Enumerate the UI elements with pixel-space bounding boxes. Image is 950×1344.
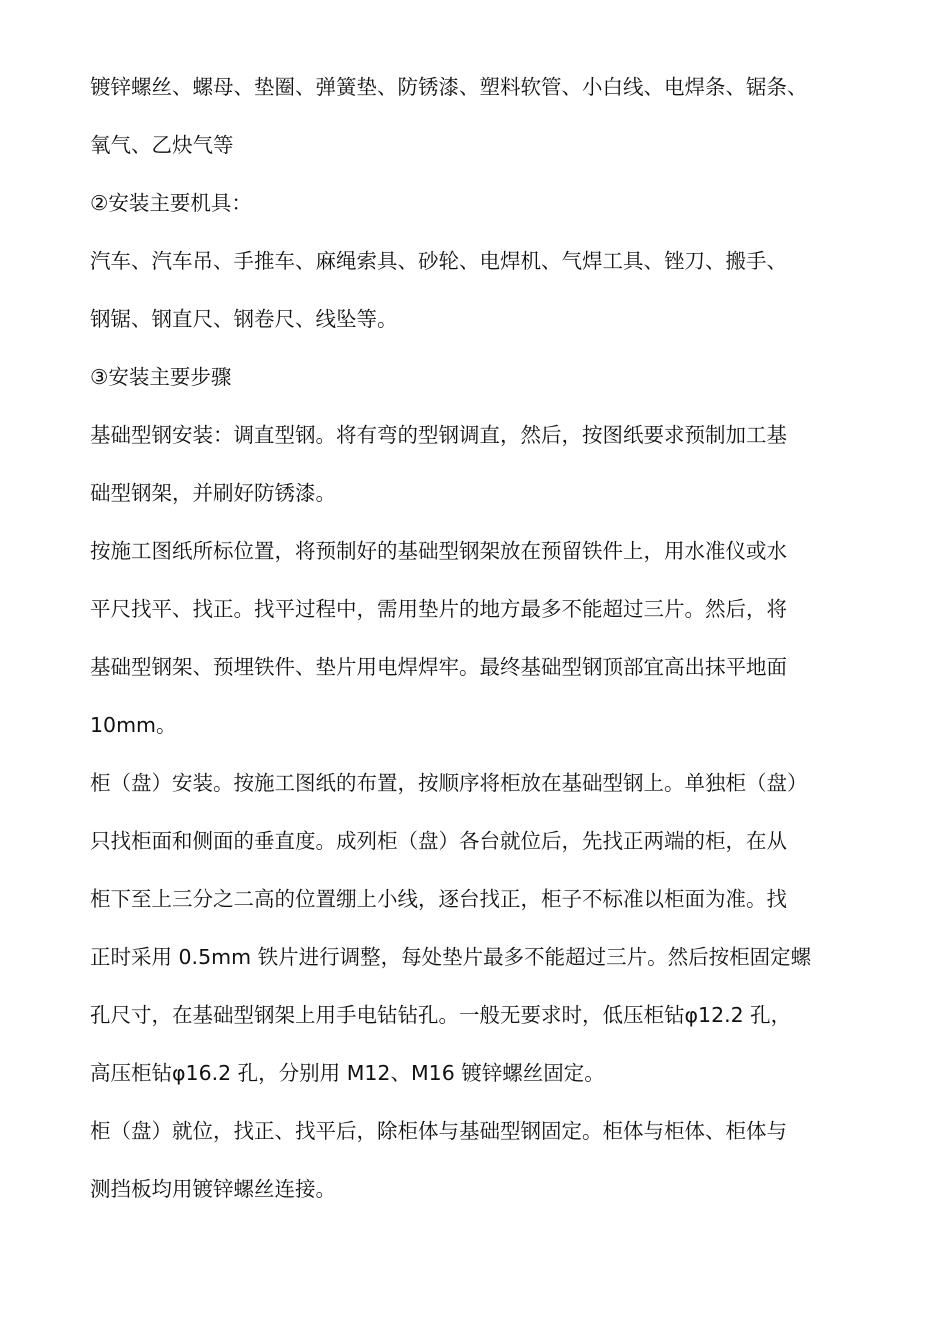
text-line: 钢锯、钢直尺、钢卷尺、线坠等。 [90, 307, 398, 331]
section-heading: ②安装主要机具： [90, 191, 252, 215]
text-line: 氧气、乙炔气等 [90, 133, 234, 157]
section-heading: ③安装主要步骤 [90, 365, 232, 389]
text-line: 正时采用 0.5mm 铁片进行调整，每处垫片最多不能超过三片。然后按柜固定螺 [90, 945, 812, 969]
text-line: 只找柜面和侧面的垂直度。成列柜（盘）各台就位后，先找正两端的柜，在从 [90, 829, 787, 853]
text-line: 基础型钢安装：调直型钢。将有弯的型钢调直，然后，按图纸要求预制加工基 [90, 423, 787, 447]
text-line: 孔尺寸，在基础型钢架上用手电钻钻孔。一般无要求时，低压柜钻φ12.2 孔， [90, 1003, 792, 1027]
text-line: 柜（盘）就位，找正、找平后，除柜体与基础型钢固定。柜体与柜体、柜体与 [90, 1119, 787, 1143]
text-line: 高压柜钻φ16.2 孔，分别用 M12、M16 镀锌螺丝固定。 [90, 1061, 605, 1085]
document-body [90, 58, 872, 1218]
text-line: 柜（盘）安装。按施工图纸的布置，按顺序将柜放在基础型钢上。单独柜（盘） [90, 771, 808, 795]
text-line: 平尺找平、找正。找平过程中，需用垫片的地方最多不能超过三片。然后，将 [90, 597, 787, 621]
text-line: 10mm。 [90, 713, 177, 737]
text-line: 础型钢架，并刷好防锈漆。 [90, 481, 336, 505]
text-line: 柜下至上三分之二高的位置绷上小线，逐台找正，柜子不标准以柜面为准。找 [90, 887, 787, 911]
text-line: 测挡板均用镀锌螺丝连接。 [90, 1177, 336, 1201]
text-line: 汽车、汽车吊、手推车、麻绳索具、砂轮、电焊机、气焊工具、锉刀、搬手、 [90, 249, 787, 273]
text-line: 按施工图纸所标位置，将预制好的基础型钢架放在预留铁件上，用水准仪或水 [90, 539, 787, 563]
text-line: 镀锌螺丝、螺母、垫圈、弹簧垫、防锈漆、塑料软管、小白线、电焊条、锯条、 [90, 75, 808, 99]
text-line: 基础型钢架、预埋铁件、垫片用电焊焊牢。最终基础型钢顶部宜高出抹平地面 [90, 655, 787, 679]
